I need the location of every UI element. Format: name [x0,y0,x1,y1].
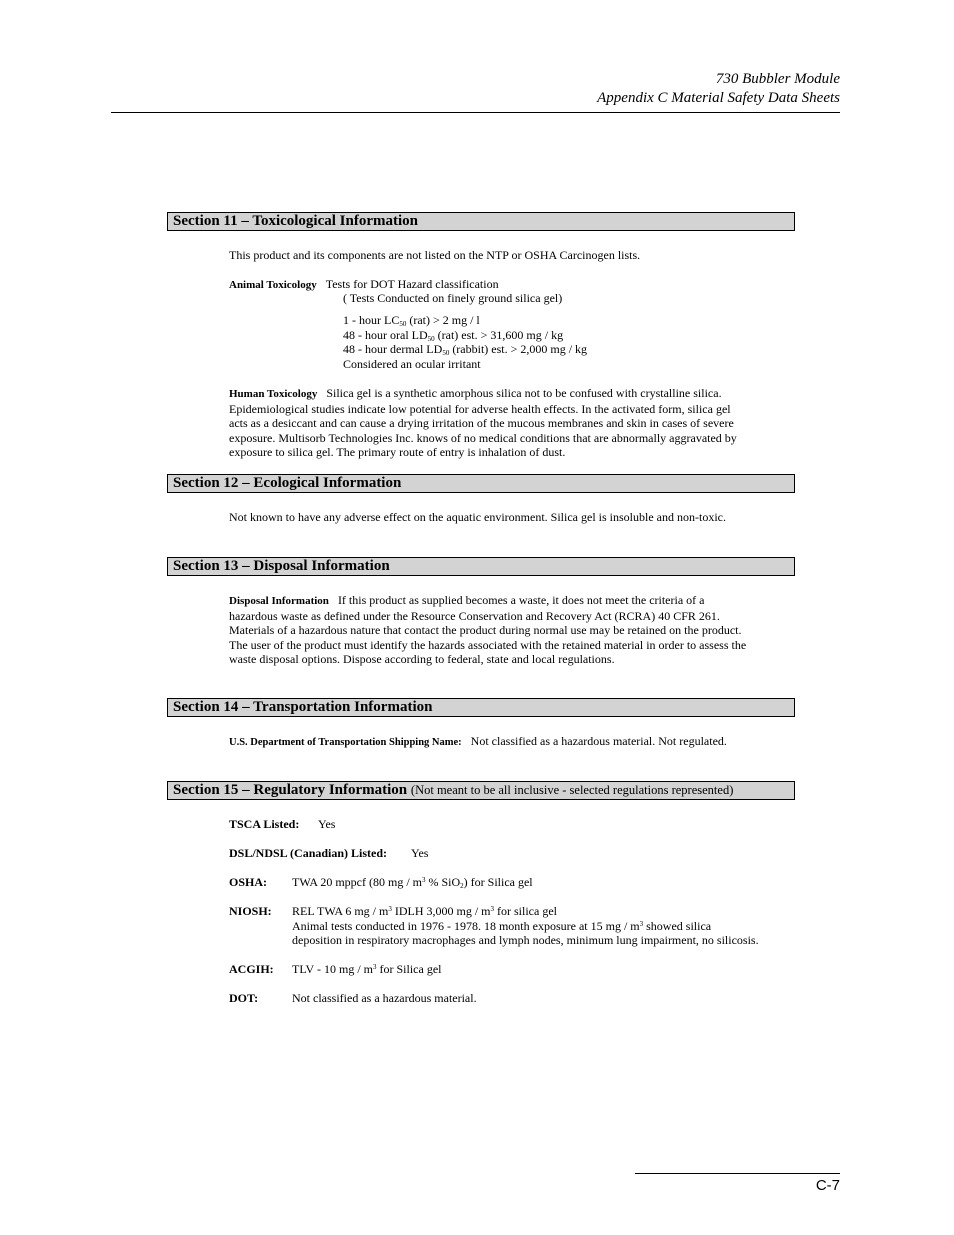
osha-value [292,875,533,890]
section-11-intro: This product and its components are not listed on the NTP or OSHA Carcinogen lists. [229,248,641,262]
section-13-title: Section 13 – Disposal Information [173,558,390,574]
tsca-value: Yes [318,817,336,831]
niosh-label: NIOSH: [229,904,272,918]
human-toxicology-line: acts as a desiccant and can cause a drying irritation of the mucous membranes and skin in cases of severe [229,416,734,431]
shipping-name-label: U.S. Department of Transportation Shipping Name: [229,737,462,748]
test-1-sub: 50 [399,320,407,328]
tsca-label: TSCA Listed: [229,817,300,831]
test-1-b: (rat) > 2 mg / l [406,313,480,327]
disposal-line: Materials of a hazardous nature that contact the product during normal use may be retained on the product. [229,623,742,638]
dot-value: Not classified as a hazardous material. [292,991,477,1005]
running-header [597,70,840,108]
test-2-sub: 50 [427,334,435,343]
test-1-a: 1 - hour LC [343,313,400,327]
test-3-sub: 50 [442,349,450,357]
test-3-a: 48 - hour dermal LD [343,342,443,356]
osha-sup: 3 [421,876,426,884]
test-4: Considered an ocular irritant [343,356,481,371]
acgih-sup: 3 [373,963,377,971]
disposal-line: The user of the product must identify the hazards associated with the retained material in order to assess the [229,637,747,652]
shipping-name [229,734,794,751]
niosh-line-1 [292,904,557,919]
human-toxicology-line: exposure to silica gel. The primary route of entry is inhalation of dust. [229,445,566,460]
osha-c: ) for Silica gel [463,875,533,889]
disposal-line: waste disposal options. Dispose according to federal, state and local regulations. [229,652,615,667]
section-14-header [167,698,795,717]
section-11-header [167,212,795,231]
animal-toxicology-text: Tests for DOT Hazard classification [325,277,499,291]
shipping-name-text: Not classified as a hazardous material. Not regulated. [470,734,727,748]
human-toxicology-label: Human Toxicology [229,388,318,400]
test-3 [343,342,587,357]
niosh-line-2 [292,919,711,934]
dot-label: DOT: [229,991,259,1005]
osha-b: % SiO [425,875,461,889]
osha-a: TWA 20 mppcf (80 mg / m [292,875,422,889]
animal-toxicology-sub: ( Tests Conducted on finely ground silica gel) [343,291,563,305]
human-toxicology-text: Silica gel is a synthetic amorphous silica not to be confused with crystalline silica. [326,386,722,400]
section-15-header [167,781,795,800]
section-15-title: Section 15 – Regulatory Information [173,782,408,798]
niosh-sup-1: 3 [388,905,392,913]
osha-label: OSHA: [229,875,268,889]
niosh-sup-3: 3 [639,919,644,928]
header-rule [111,112,840,113]
test-2 [343,328,563,343]
disposal-label: Disposal Information [229,595,329,607]
niosh-l2a: Animal tests conducted in 1976 - 1978. 18 month exposure at 15 mg / m [292,918,640,933]
section-13-header [167,557,795,576]
test-3-b: (rabbit) est. > 2,000 mg / kg [449,342,588,356]
dsl-value: Yes [411,846,429,860]
osha-sub: 2 [460,882,464,890]
human-toxicology [229,386,794,460]
disposal-information [229,593,794,667]
acgih-b: for Silica gel [376,962,442,976]
niosh-a: REL TWA 6 mg / m [292,904,389,918]
niosh-c: for silica gel [494,904,557,918]
section-12-text: Not known to have any adverse effect on the aquatic environment. Silica gel is insoluble and non-toxic. [229,510,726,524]
niosh-line-3: deposition in respiratory macrophages and lymph nodes, minimum lung impairment, no silicosis. [292,933,759,947]
niosh-l2b: showed silica [643,918,712,933]
section-11-title: Section 11 – Toxicological Information [173,213,419,229]
section-15-note: (Not meant to be all inclusive - selected regulations represented) [410,783,734,797]
section-12-title: Section 12 – Ecological Information [173,475,402,491]
niosh-b: IDLH 3,000 mg / m [391,904,491,918]
test-2-a: 48 - hour oral LD [343,327,428,342]
acgih-a: TLV - 10 mg / m [292,962,374,976]
section-12-header [167,474,795,493]
test-1 [343,313,480,328]
acgih-label: ACGIH: [229,962,274,976]
disposal-first-line: If this product as supplied becomes a waste, it does not meet the criteria of a [337,593,705,607]
page-number: C-7 [815,1177,840,1194]
human-toxicology-line: Epidemiological studies indicate low potential for adverse health effects. In the activated form, silica gel [229,401,731,416]
niosh-sup-2: 3 [490,905,495,913]
header-subtitle: Appendix C Material Safety Data Sheets [597,90,840,106]
dsl-label: DSL/NDSL (Canadian) Listed: [229,846,388,860]
human-toxicology-line: exposure. Multisorb Technologies Inc. knows of no medical conditions that are abnormally aggravated by [229,430,737,445]
test-2-b: (rat) est. > 31,600 mg / kg [434,327,564,342]
footer-rule [635,1173,840,1174]
header-title: 730 Bubbler Module [715,71,840,87]
acgih-value [292,962,442,977]
animal-toxicology-label: Animal Toxicology [229,279,317,291]
section-14-title: Section 14 – Transportation Information [173,699,433,715]
disposal-line: hazardous waste as defined under the Resource Conservation and Recovery Act (RCRA) 40 CFR 261. [229,608,720,623]
